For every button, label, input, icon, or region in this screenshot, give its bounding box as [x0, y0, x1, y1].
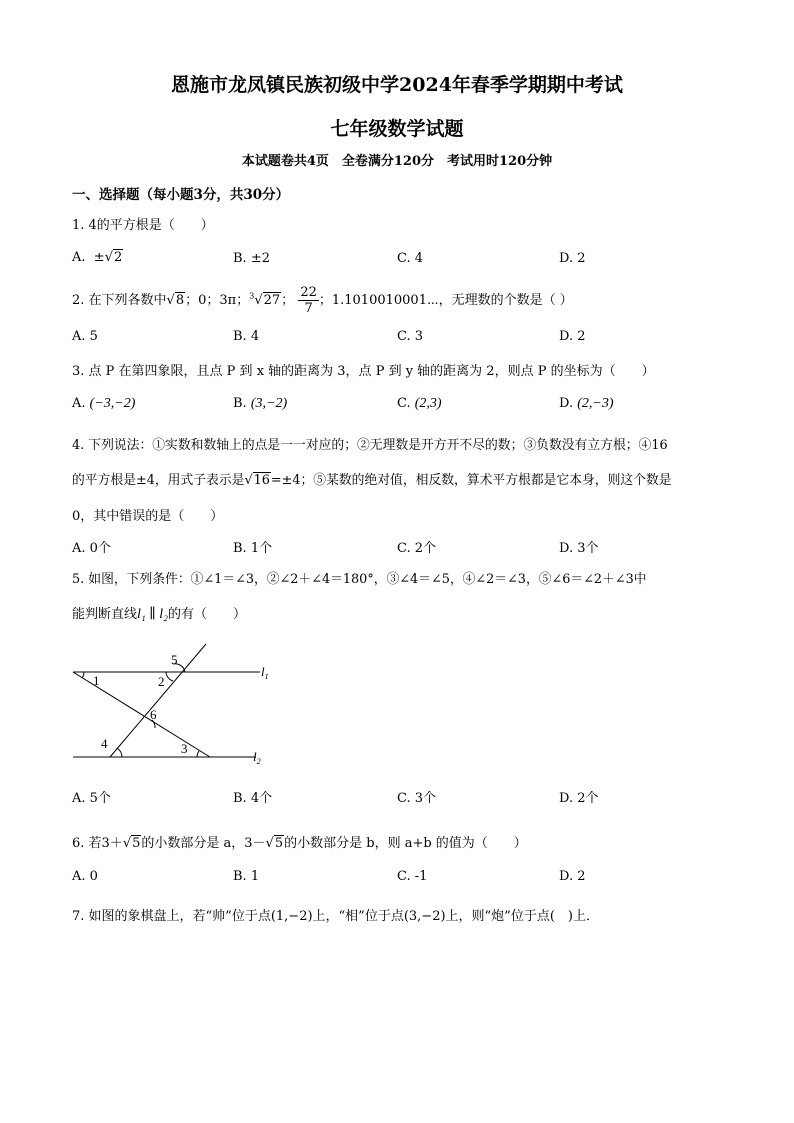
question-7-stem: 7. 如图的象棋盘上，若“帅”位于点(1,−2)上，“相”位于点(3,−2)上，则“炮”位于点( )上． — [72, 909, 599, 924]
exam-info: 本试题卷共4页 全卷满分120分 考试用时120分钟 — [241, 154, 553, 169]
question-4-line-3: 0，其中错误的是（ ） — [72, 509, 224, 524]
question-2-option-c: C. 3 — [397, 329, 424, 344]
parallel-lines-figure — [60, 640, 290, 775]
question-6-option-a: A. 0 — [72, 869, 98, 884]
angle-2-arc — [166, 672, 173, 681]
question-1-option-b: B. ±2 — [233, 251, 270, 266]
angle-label-3: 3 — [181, 741, 188, 756]
angle-label-6: 6 — [150, 707, 157, 722]
question-1-stem: 1. 4的平方根是（ ） — [72, 218, 214, 233]
question-1-option-d: D. 2 — [559, 251, 586, 266]
question-5-option-a: A. 5个 — [72, 791, 111, 806]
question-2-option-a: A. 5 — [72, 329, 98, 344]
question-4-option-c: C. 2个 — [397, 541, 437, 556]
question-4-option-b: B. 1个 — [233, 541, 273, 556]
question-4-option-d: D. 3个 — [559, 541, 599, 556]
question-6-stem: 6. 若3＋√5的小数部分是 a，3－√5的小数部分是 b，则 a+b 的值为（ ） — [72, 836, 527, 851]
question-5-option-d: D. 2个 — [559, 791, 599, 806]
question-6-option-c: C. -1 — [397, 869, 428, 884]
angle-label-1: 1 — [93, 673, 100, 688]
angle-3-arc — [197, 751, 199, 757]
angle-label-5: 5 — [171, 652, 178, 667]
angle-1-arc — [83, 672, 85, 678]
question-3-option-d: D. (2,−3) — [559, 396, 614, 411]
question-6-option-b: B. 1 — [233, 869, 260, 884]
question-5-option-c: C. 3个 — [397, 791, 437, 806]
question-3-option-b: B. (3,−2) — [233, 396, 288, 411]
question-3-stem: 3. 点 P 在第四象限，且点 P 到 x 轴的距离为 3，点 P 到 y 轴的距离为 2，则点 P 的坐标为（ ） — [72, 364, 655, 379]
question-1-option-c: C. 4 — [397, 251, 424, 266]
question-5-line-1: 5. 如图，下列条件：①∠1＝∠3，②∠2＋∠4＝180°，③∠4＝∠5，④∠2＝∠3，⑤∠6＝∠2＋∠3中 — [72, 572, 647, 587]
line-label-l2: $l_2$ — [253, 749, 261, 766]
question-5-line-2: 能判断直线l₁ ∥ l₂的有（ ） — [72, 607, 247, 622]
question-3-option-c: C. (2,3) — [397, 396, 442, 411]
question-1-option-a: A. ±√2 — [72, 250, 123, 265]
question-5-option-b: B. 4个 — [233, 791, 273, 806]
line-label-l1: $l_1$ — [261, 664, 269, 681]
question-4-option-a: A. 0个 — [72, 541, 111, 556]
exam-title: 恩施市龙凤镇民族初级中学2024年春季学期期中考试 — [171, 74, 623, 96]
question-2-stem: 2. 在下列各数中√8；0；3π；$^3$√27； $\frac{22}{7}$ ；1.1010010001⋯，无理数的个数是（ ） — [72, 285, 573, 316]
question-4-line-2: 的平方根是±4，用式子表示是√16=±4；⑤某数的绝对值，相反数，算术平方根都是它本身，则这个数是 — [72, 473, 672, 488]
angle-label-2: 2 — [158, 674, 165, 689]
exam-subtitle: 七年级数学试题 — [330, 118, 464, 140]
question-2-option-d: D. 2 — [559, 329, 586, 344]
angle-4-arc — [117, 748, 122, 757]
question-2-option-b: B. 4 — [233, 329, 260, 344]
question-4-line-1: 4. 下列说法：①实数和数轴上的点是一一对应的；②无理数是开方开不尽的数；③负数没有立方根；④16 — [72, 438, 668, 453]
angle-label-4: 4 — [101, 736, 108, 751]
question-3-option-a: A. (−3,−2) — [72, 396, 136, 411]
section-heading: 一、选择题（每小题3分，共30分） — [72, 187, 290, 203]
transversal-b — [110, 644, 206, 757]
question-6-option-d: D. 2 — [559, 869, 586, 884]
